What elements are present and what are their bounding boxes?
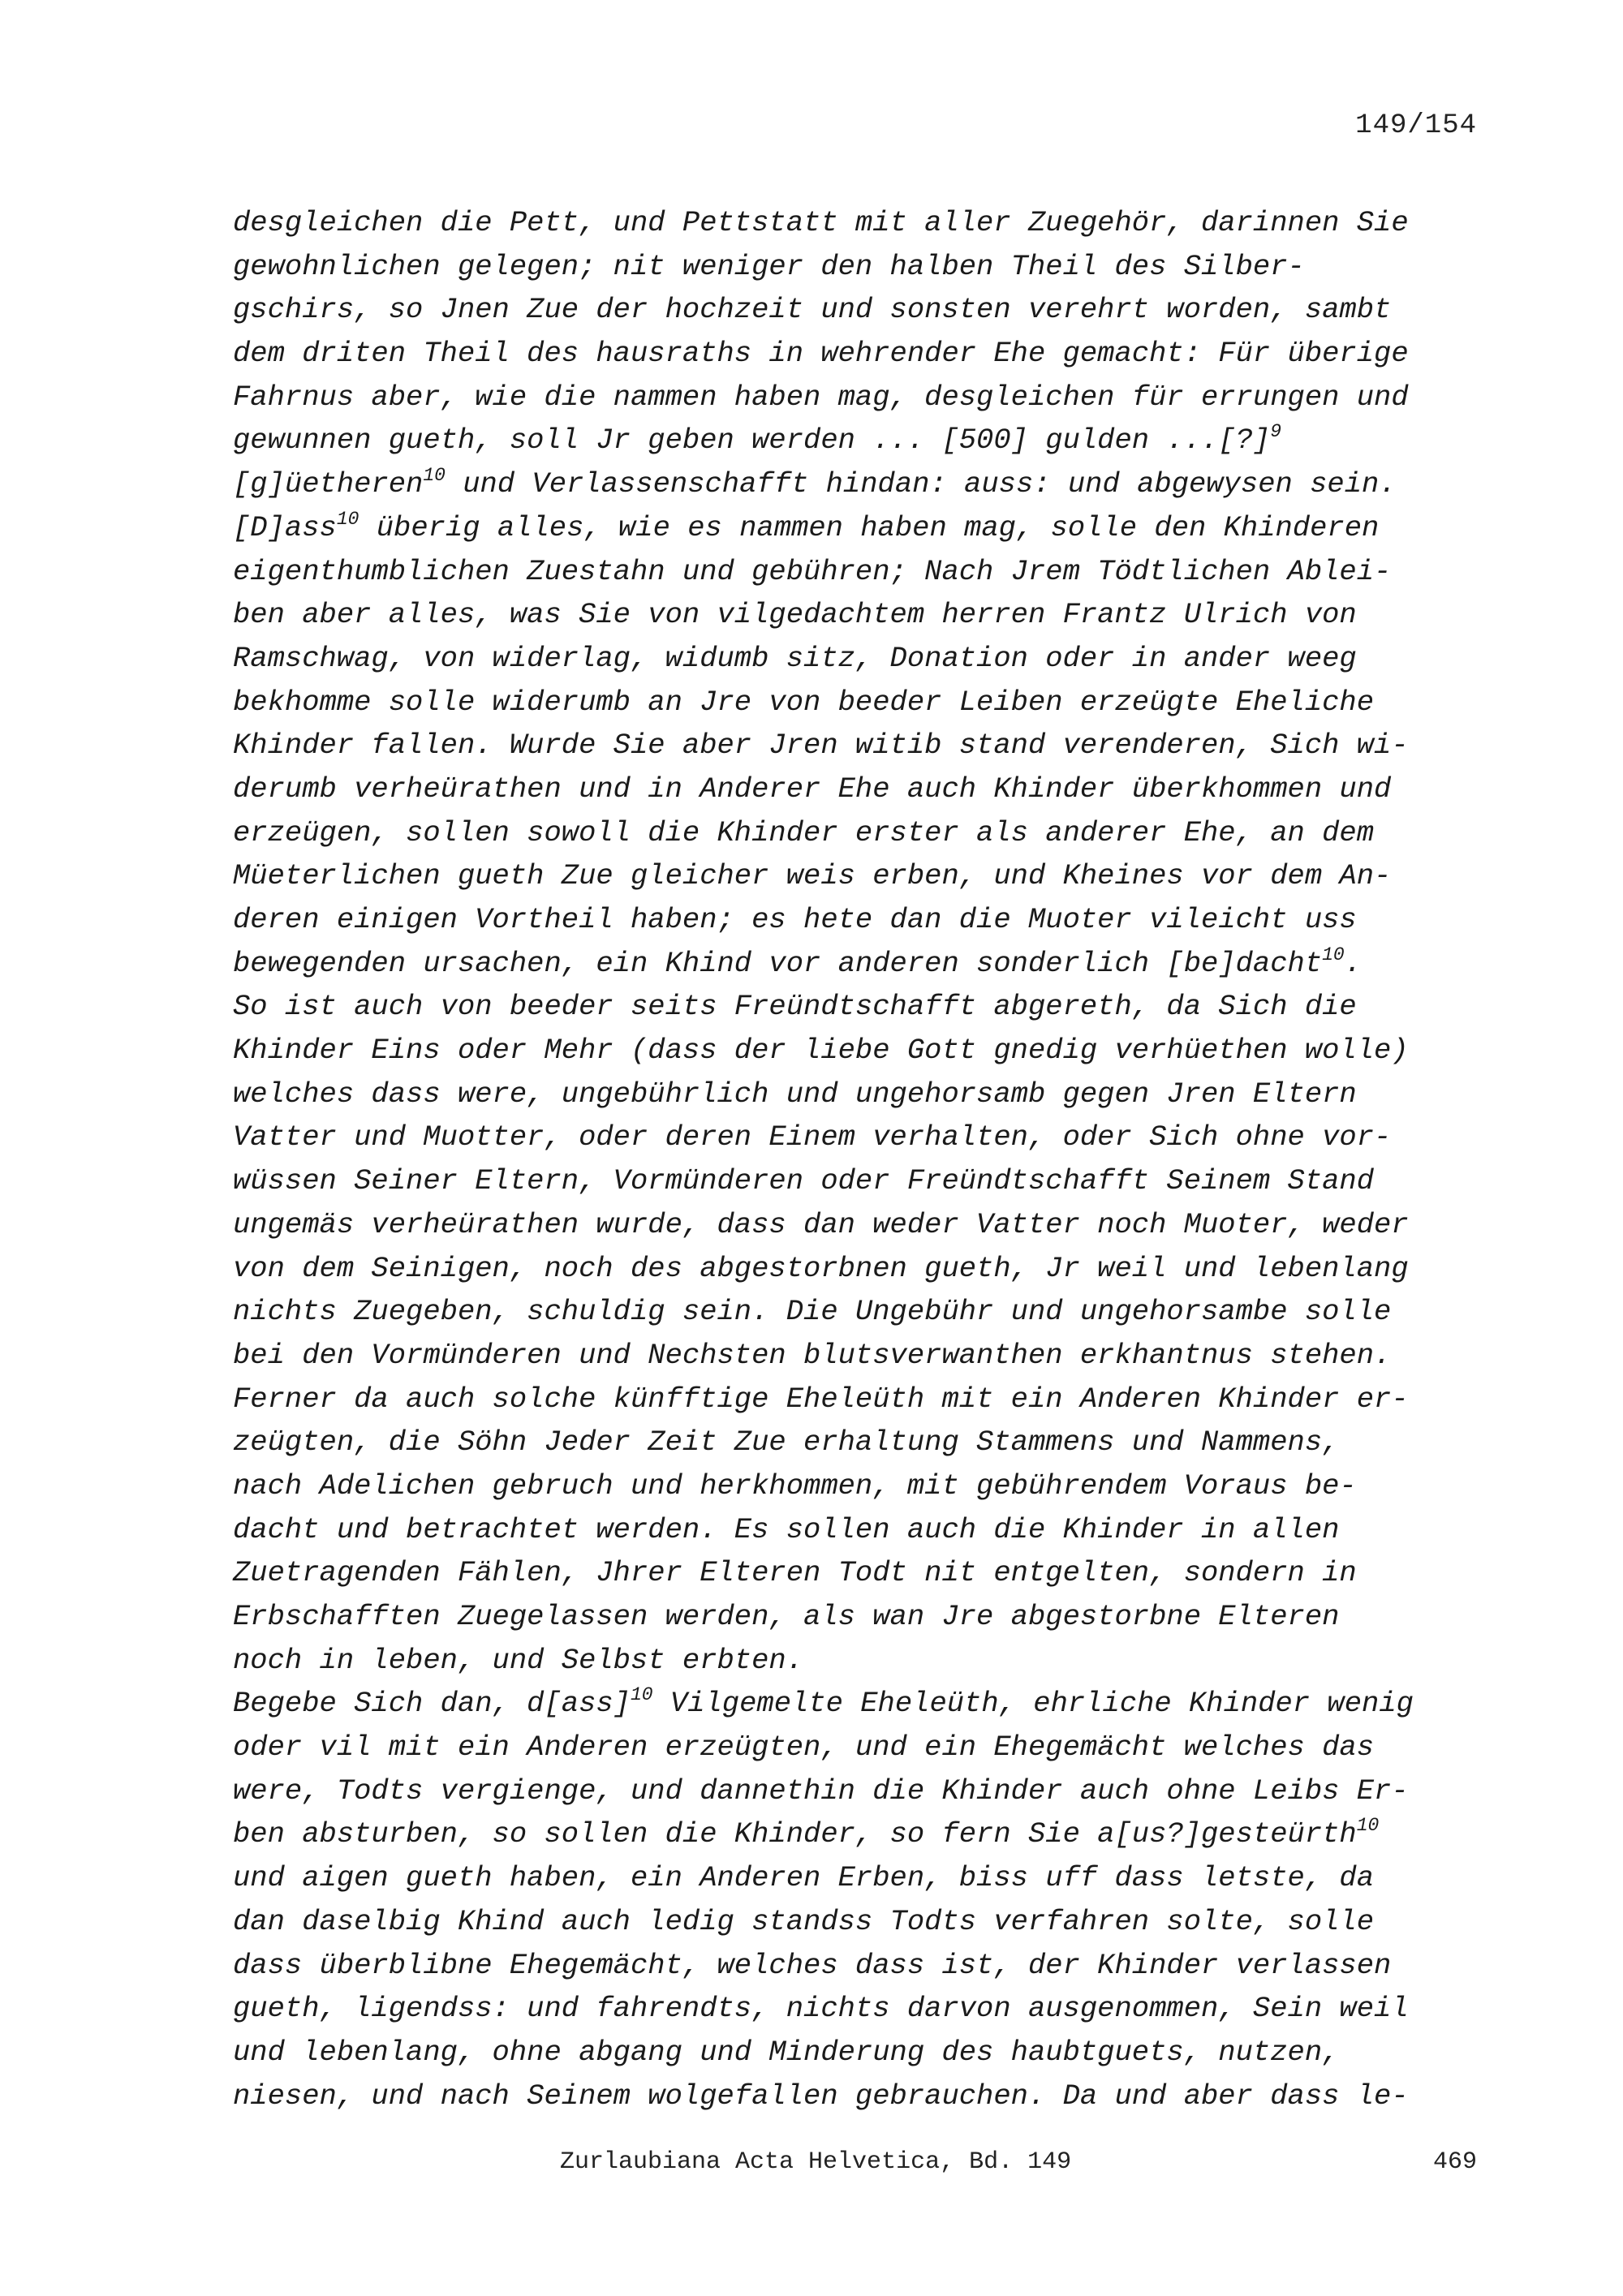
text-line [233,1073,1499,1116]
text-line [233,1682,1499,1726]
text-run: ben absturben, so sollen die Khinder, so fern Sie a[us?]gesteürth [233,1817,1357,1851]
footer-page-number: 469 [1432,2148,1477,2176]
footnote-marker: 10 [630,1684,653,1706]
text-run: niesen, und nach Seinem wolgefallen gebrauchen. Da und aber dass le- [233,2079,1409,2113]
text-line [233,637,1499,681]
text-line [233,1290,1499,1334]
text-line [233,506,1499,550]
text-run: Begebe Sich dan, d[ass] [233,1687,631,1721]
text-line [233,985,1499,1029]
text-line [233,1856,1499,1900]
text-run: Khinder fallen. Wurde Sie aber Jren witib stand verenderen, Sich wi- [233,729,1409,763]
text-line [233,1421,1499,1464]
text-run: Vilgemelte Eheleüth, ehrliche Khinder wenig [652,1687,1414,1721]
text-run: Müeterlichen gueth Zue gleicher weis erben, und Kheines vor dem An- [233,859,1392,893]
text-line [233,1812,1499,1856]
footnote-marker: 10 [1356,1815,1380,1837]
text-run: Vatter und Muotter, oder deren Einem verhalten, oder Sich ohne vor- [233,1120,1392,1154]
text-run: ben aber alles, was Sie von vilgedachtem herren Frantz Ulrich von [233,598,1357,632]
text-run: von dem Seinigen, noch des abgestorbnen gueth, Jr weil und lebenlang [233,1251,1409,1285]
text-run: dem driten Theil des hausraths in wehrender Ehe gemacht: Für überige [233,337,1409,371]
text-run: wüssen Seiner Eltern, Vormünderen oder Freündtschafft Seinem Stand [233,1164,1375,1198]
text-run: ungemäs verheürathen wurde, dass dan weder Vatter noch Muoter, weder [233,1207,1409,1241]
text-run: welches dass were, ungebührlich und ungehorsamb gegen Jren Eltern [233,1077,1357,1111]
text-run: und Verlassenschafft hindan: auss: und abgewysen sein. [445,467,1397,501]
text-run: und aigen gueth haben, ein Anderen Erben, biss uff dass letste, da [233,1861,1375,1895]
page-counter: 149/154 [1355,110,1477,141]
text-line [233,1159,1499,1203]
text-run: dan daselbig Khind auch ledig standss Todts verfahren solte, solle [233,1904,1375,1938]
text-line [233,854,1499,898]
text-line [233,550,1499,594]
text-line [233,898,1499,942]
text-run: [D]ass [233,510,337,544]
text-run: Ramschwag, von widerlag, widumb sitz, Donation oder in ander weeg [233,641,1357,675]
text-run: So ist auch von beeder seits Freündtschafft abgereth, da Sich die [233,990,1357,1024]
text-run: derumb verheürathen und in Anderer Ehe auch Khinder überkhommen und [233,772,1392,806]
text-line [233,1464,1499,1508]
text-line [233,1334,1499,1378]
text-line [233,681,1499,724]
text-run: Fahrnus aber, wie die nammen haben mag, desgleichen für errungen und [233,380,1409,414]
text-run: were, Todts vergienge, und dannethin die Khinder auch ohne Leibs Er- [233,1774,1409,1808]
text-run: gueth, ligendss: und fahrendts, nichts darvon ausgenommen, Sein weil [233,1992,1409,2026]
text-line [233,201,1499,245]
text-run: . [1344,946,1363,980]
text-run: zeügten, die Söhn Jeder Zeit Zue erhaltung Stammens und Nammens, [233,1425,1340,1460]
text-run: und lebenlang, ohne abgang und Minderung des haubtguets, nutzen, [233,2035,1340,2069]
text-line [233,2031,1499,2075]
text-line [233,1551,1499,1595]
text-run: bei den Vormünderen und Nechsten blutsverwanthen erkhantnus stehen. [233,1338,1392,1372]
text-line [233,1203,1499,1247]
text-run: nach Adelichen gebruch und herkhommen, mit gebührendem Voraus be- [233,1468,1357,1503]
text-line [233,942,1499,986]
text-run: oder vil mit ein Anderen erzeügten, und ein Ehegemächt welches das [233,1731,1375,1765]
text-run: gewohnlichen gelegen; nit weniger den halben Theil des Silber- [233,249,1305,283]
text-run: überig alles, wie es nammen haben mag, solle den Khinderen [359,510,1380,544]
text-line [233,1247,1499,1291]
text-line [233,1944,1499,1988]
footer-series-title: Zurlaubiana Acta Helvetica, Bd. 149 [560,2148,1072,2176]
text-run: dass überblibne Ehegemächt, welches dass ist, der Khinder verlassen [233,1948,1392,1982]
text-run: Ferner da auch solche künfftige Eheleüth mit ein Anderen Khinder er- [233,1382,1409,1416]
text-line [233,376,1499,419]
text-run: [g]üetheren [233,467,424,501]
text-line [233,767,1499,811]
text-run: eigenthumblichen Zuestahn und gebühren; Nach Jrem Tödtlichen Ablei- [233,554,1392,588]
text-run: bewegenden ursachen, ein Khind vor anderen sonderlich [be]dacht [233,946,1323,980]
text-line [233,288,1499,332]
footnote-marker: 10 [1322,944,1345,965]
text-line [233,811,1499,855]
text-run: erzeügen, sollen sowoll die Khinder erster als anderer Ehe, an dem [233,815,1375,849]
text-line [233,245,1499,289]
text-line [233,1726,1499,1769]
text-line [233,332,1499,376]
text-run: dacht und betrachtet werden. Es sollen auch die Khinder in allen [233,1512,1340,1546]
text-line [233,1987,1499,2031]
body-text [233,201,1499,2118]
text-line [233,1029,1499,1073]
text-line [233,1116,1499,1159]
text-run: gschirs, so Jnen Zue der hochzeit und sonsten verehrt worden, sambt [233,293,1392,327]
text-line [233,1378,1499,1421]
text-run: gewunnen gueth, soll Jr geben werden ... [500] gulden ...[?] [233,424,1271,458]
text-line [233,1595,1499,1639]
text-line [233,462,1499,506]
text-line [233,593,1499,637]
text-line [233,419,1499,462]
text-run: Zuetragenden Fählen, Jhrer Elteren Todt nit entgelten, sondern in [233,1556,1357,1590]
footnote-marker: 9 [1270,421,1282,443]
text-run: bekhomme solle widerumb an Jre von beeder Leiben erzeügte Eheliche [233,685,1375,719]
text-run: deren einigen Vortheil haben; es hete dan die Muoter vileicht uss [233,903,1357,936]
text-run: noch in leben, und Selbst erbten. [233,1643,804,1677]
footnote-marker: 10 [336,508,359,530]
text-line [233,1639,1499,1683]
text-run: nichts Zuegeben, schuldig sein. Die Ungebühr und ungehorsambe solle [233,1295,1392,1329]
text-line [233,1769,1499,1813]
footnote-marker: 10 [423,465,446,487]
text-line [233,2075,1499,2118]
text-line [233,1508,1499,1552]
text-run: Erbschafften Zuegelassen werden, als wan Jre abgestorbne Elteren [233,1600,1340,1633]
text-run: Khinder Eins oder Mehr (dass der liebe Gott gnedig verhüethen wolle) [233,1034,1409,1068]
text-run: desgleichen die Pett, und Pettstatt mit aller Zuegehör, darinnen Sie [233,206,1409,239]
text-line [233,1900,1499,1944]
text-line [233,724,1499,767]
